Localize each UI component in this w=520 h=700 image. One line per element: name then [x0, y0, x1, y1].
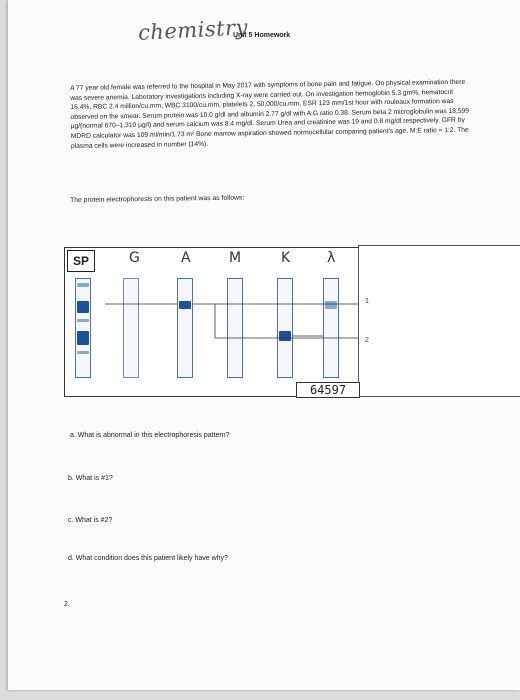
lane-label-a: A: [181, 250, 191, 266]
question-a: a. What is abnormal in this electrophoresis pattern?: [70, 432, 230, 439]
question-d: d. What condition does this patient likely have why?: [68, 555, 228, 562]
question-b: b. What is #1?: [68, 475, 113, 482]
lane-label-g: G: [129, 250, 140, 266]
callout-1: 1: [365, 298, 369, 305]
question-number: 2.: [64, 601, 70, 608]
specimen-number: 64597: [296, 382, 360, 398]
lane-label-lambda: λ: [327, 250, 336, 266]
lane-label-k: K: [281, 250, 291, 266]
case-paragraph: A 77 year old female was referred to the hospital in May 2017 with symptoms of bone pain and fatigue. On physical examination there was severe anemia. Laboratory investigations including X-ray were carried out. On investigation hemoglobin 5.3 gm%, hematocrit 16.4%, RBC 2.4 million/cu.mm, WBC 3100/cu.mm, platelets 2, 50,000/cu.mm, ESR 123 mm/1st hour with rouleaux formation was observed on the smear. Serum protein was 10.0 g/dl and albumin 2.77 g/dl with A:G ratio 0.38. Serum beta 2 microglobulin was 18,599 μg/(normal 670–1,310 μg/l) and serum calcium was 8.4 mg/dl. Serum Urea and creatinine was 19 and 0.8 mg/dl respectively. GFR by MDRD calculator was 109 ml/min/1.73 m² Bone marrow aspiration showed normocellular comparing patient's age. M:E ratio = 1:2. The plasma cells were increased in number (14%).: [70, 78, 470, 150]
question-c: c. What is #2?: [68, 517, 113, 524]
unit-label: Unit 5 Homework: [233, 32, 291, 39]
lane-label-sp: SP: [67, 250, 95, 272]
figure-side-panel: [358, 245, 520, 397]
electrophoresis-lead: The protein electrophoresis on this patient was as follows:: [70, 194, 245, 204]
handwritten-title: chemistry: [137, 15, 249, 45]
lane-label-m: M: [229, 250, 242, 266]
electrophoresis-figure: [64, 247, 366, 397]
callout-2: 2: [365, 337, 369, 344]
homework-sheet: [8, 0, 520, 690]
connector-lines: [65, 248, 365, 396]
